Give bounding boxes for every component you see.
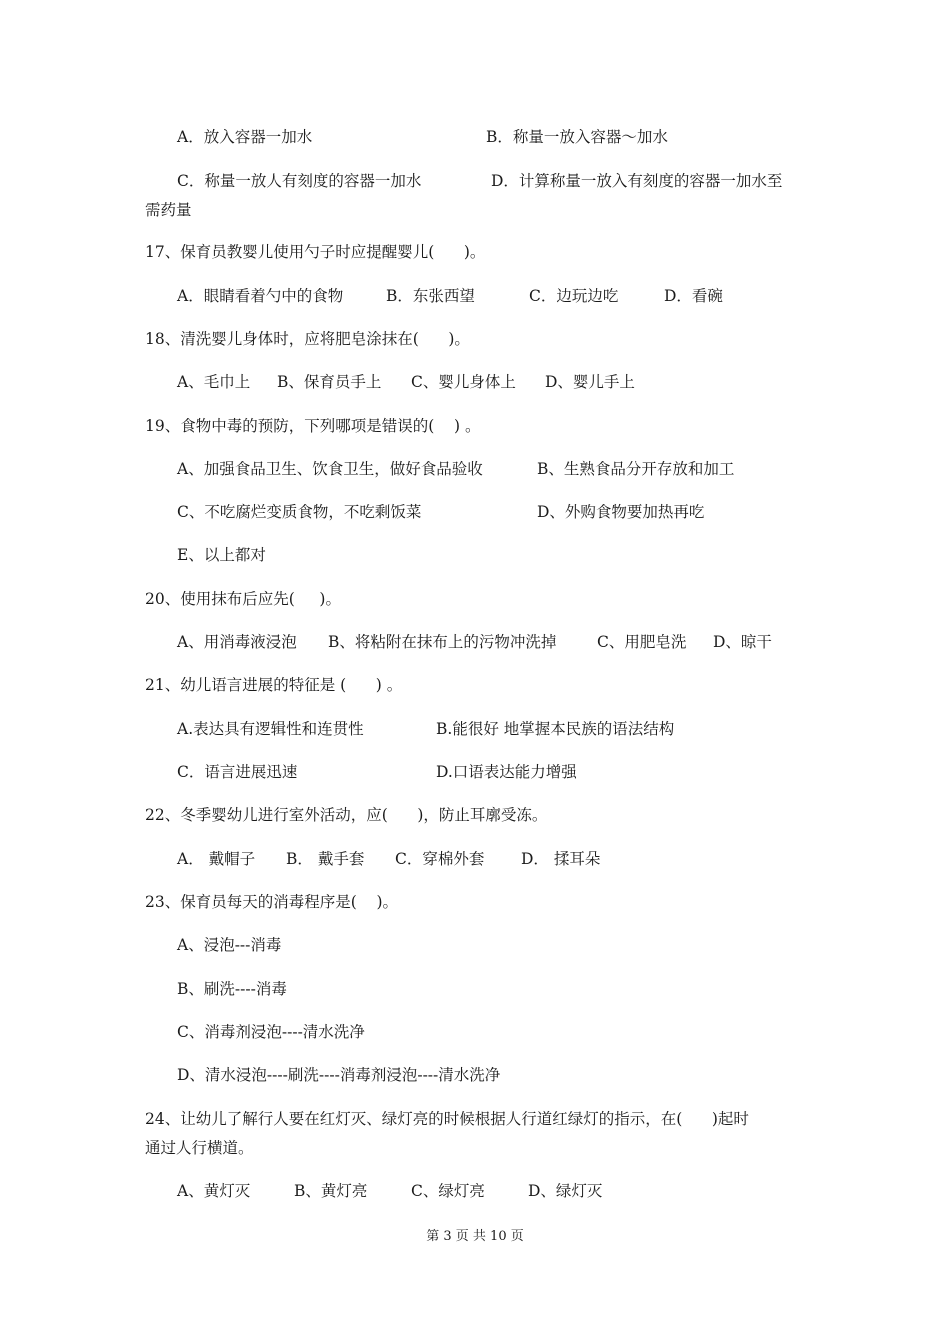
q19-option-a: A、加强食品卫生、饮食卫生，做好食品验收 bbox=[177, 460, 483, 478]
q21-option-b: B.能很好 地掌握本民族的语法结构 bbox=[436, 720, 675, 738]
q19-option-e: E、以上都对 bbox=[177, 546, 266, 564]
q22-stem: 22、冬季婴幼儿进行室外活动，应( )，防止耳廓受冻。 bbox=[145, 806, 548, 824]
q17-option-a: A．眼睛看着勺中的食物 bbox=[177, 287, 344, 305]
q18-option-d: D、婴儿手上 bbox=[545, 373, 635, 391]
q24-option-d: D、绿灯灭 bbox=[528, 1182, 603, 1200]
q16-option-c: C．称量一放人有刻度的容器一加水 bbox=[177, 172, 422, 190]
q23-option-d: D、清水浸泡----刷洗----消毒剂浸泡----清水洗净 bbox=[177, 1066, 501, 1084]
q21-stem: 21、幼儿语言进展的特征是 ( ) 。 bbox=[145, 676, 403, 694]
q23-option-a: A、浸泡---消毒 bbox=[177, 936, 282, 954]
q21-option-c: C．语言进展迅速 bbox=[177, 763, 298, 781]
q19-option-d: D、外购食物要加热再吃 bbox=[537, 503, 705, 521]
q23-option-b: B、刷洗----消毒 bbox=[177, 980, 287, 998]
q16-option-a: A．放入容器一加水 bbox=[177, 128, 313, 146]
q19-option-b: B、生熟食品分开存放和加工 bbox=[537, 460, 735, 478]
q23-option-c: C、消毒剂浸泡----清水洗净 bbox=[177, 1023, 365, 1041]
q24-option-c: C、绿灯亮 bbox=[411, 1182, 485, 1200]
q24-option-b: B、黄灯亮 bbox=[294, 1182, 368, 1200]
q17-option-c: C．边玩边吃 bbox=[529, 287, 619, 305]
q19-stem: 19、食物中毒的预防，下列哪项是错误的( ) 。 bbox=[145, 417, 481, 435]
q23-stem: 23、保育员每天的消毒程序是( )。 bbox=[145, 893, 399, 911]
q20-stem: 20、使用抹布后应先( )。 bbox=[145, 590, 341, 608]
q16-option-b: B．称量一放入容器～加水 bbox=[486, 128, 668, 146]
q17-option-b: B．东张西望 bbox=[386, 287, 475, 305]
q21-option-d: D.口语表达能力增强 bbox=[436, 763, 577, 781]
q17-stem: 17、保育员教婴儿使用勺子时应提醒婴儿( )。 bbox=[145, 243, 486, 261]
q16-option-d-continued: 需药量 bbox=[145, 201, 192, 219]
q20-option-b: B、将粘附在抹布上的污物冲洗掉 bbox=[328, 633, 557, 651]
q24-stem-continued: 通过人行横道。 bbox=[145, 1139, 254, 1157]
q22-option-c: C．穿棉外套 bbox=[395, 850, 485, 868]
q24-option-a: A、黄灯灭 bbox=[177, 1182, 251, 1200]
q22-option-d: D． 揉耳朵 bbox=[521, 850, 601, 868]
q22-option-a: A． 戴帽子 bbox=[177, 850, 256, 868]
q16-option-d: D．计算称量一放入有刻度的容器一加水至 bbox=[491, 172, 783, 190]
q19-option-c: C、不吃腐烂变质食物，不吃剩饭菜 bbox=[177, 503, 422, 521]
q18-option-c: C、婴儿身体上 bbox=[411, 373, 516, 391]
q20-option-a: A、用消毒液浸泡 bbox=[177, 633, 297, 651]
q20-option-c: C、用肥皂洗 bbox=[597, 633, 687, 651]
q17-option-d: D．看碗 bbox=[664, 287, 723, 305]
q21-option-a: A.表达具有逻辑性和连贯性 bbox=[177, 720, 364, 738]
q18-option-a: A、毛巾上 bbox=[177, 373, 251, 391]
q18-option-b: B、保育员手上 bbox=[277, 373, 382, 391]
q24-stem: 24、让幼儿了解行人要在红灯灭、绿灯亮的时候根据人行道红绿灯的指示，在( )起时 bbox=[145, 1110, 749, 1128]
q22-option-b: B． 戴手套 bbox=[286, 850, 365, 868]
page-number-footer: 第 3 页 共 10 页 bbox=[426, 1229, 524, 1244]
q20-option-d: D、晾干 bbox=[713, 633, 772, 651]
q18-stem: 18、清洗婴儿身体时，应将肥皂涂抹在( )。 bbox=[145, 330, 470, 348]
